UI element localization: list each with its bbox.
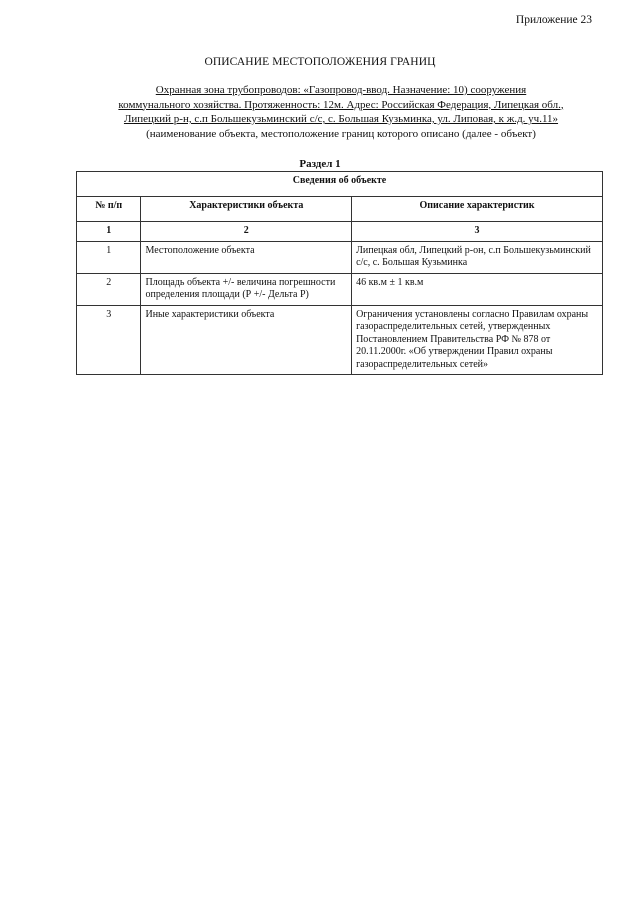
column-header-description: Описание характеристик: [352, 197, 603, 222]
table-header-row: [77, 197, 603, 222]
object-line-1: Охранная зона трубопроводов: «Газопровод-ввод. Назначение: 10) сооружения: [155, 84, 527, 96]
row-characteristic: Площадь объекта +/- величина погрешности определения площади (Р +/- Дельта Р): [141, 273, 352, 305]
appendix-label: Приложение 23: [515, 14, 592, 26]
row-description: Липецкая обл, Липецкий р-он, с.п Большекузьминский с/с, с. Большая Кузьминка: [352, 241, 603, 273]
row-num: 3: [77, 305, 141, 375]
table-caption: Сведения об объекте: [77, 172, 603, 197]
row-characteristic: Местоположение объекта: [141, 241, 352, 273]
object-description: [76, 83, 606, 141]
object-line-2: коммунального хозяйства. Протяженность: 12м. Адрес: Российская Федерация, Липецкая обл.,: [118, 98, 564, 111]
object-info-table: [76, 171, 603, 375]
table-row: [77, 273, 603, 305]
column-numbers-row: [77, 222, 603, 242]
row-characteristic: Иные характеристики объекта: [141, 305, 352, 375]
column-number-3: 3: [352, 222, 603, 242]
row-description: Ограничения установлены согласно Правилам охраны газораспределительных сетей, утвержденных Постановлением Правительства РФ № 878 от 20.11.2000г. «Об утверждении Правил охраны газораспределительных сетей»: [352, 305, 603, 375]
row-num: 1: [77, 241, 141, 273]
column-number-1: 1: [77, 222, 141, 242]
table-caption-row: [77, 172, 603, 197]
page-title: ОПИСАНИЕ МЕСТОПОЛОЖЕНИЯ ГРАНИЦ: [204, 56, 436, 68]
table-row: [77, 305, 603, 375]
object-line-3: Липецкий р-н, с.п Большекузьминский с/с, с. Большая Кузьминка, ул. Липовая, к ж.д. уч.11»: [123, 113, 559, 125]
section-title: Раздел 1: [299, 158, 341, 170]
row-num: 2: [77, 273, 141, 305]
table-row: [77, 241, 603, 273]
column-header-num: № п/п: [77, 197, 141, 222]
column-header-characteristic: Характеристики объекта: [141, 197, 352, 222]
object-note: (наименование объекта, местоположение границ которого описано (далее - объект): [146, 127, 536, 140]
row-description: 46 кв.м ± 1 кв.м: [352, 273, 603, 305]
column-number-2: 2: [141, 222, 352, 242]
